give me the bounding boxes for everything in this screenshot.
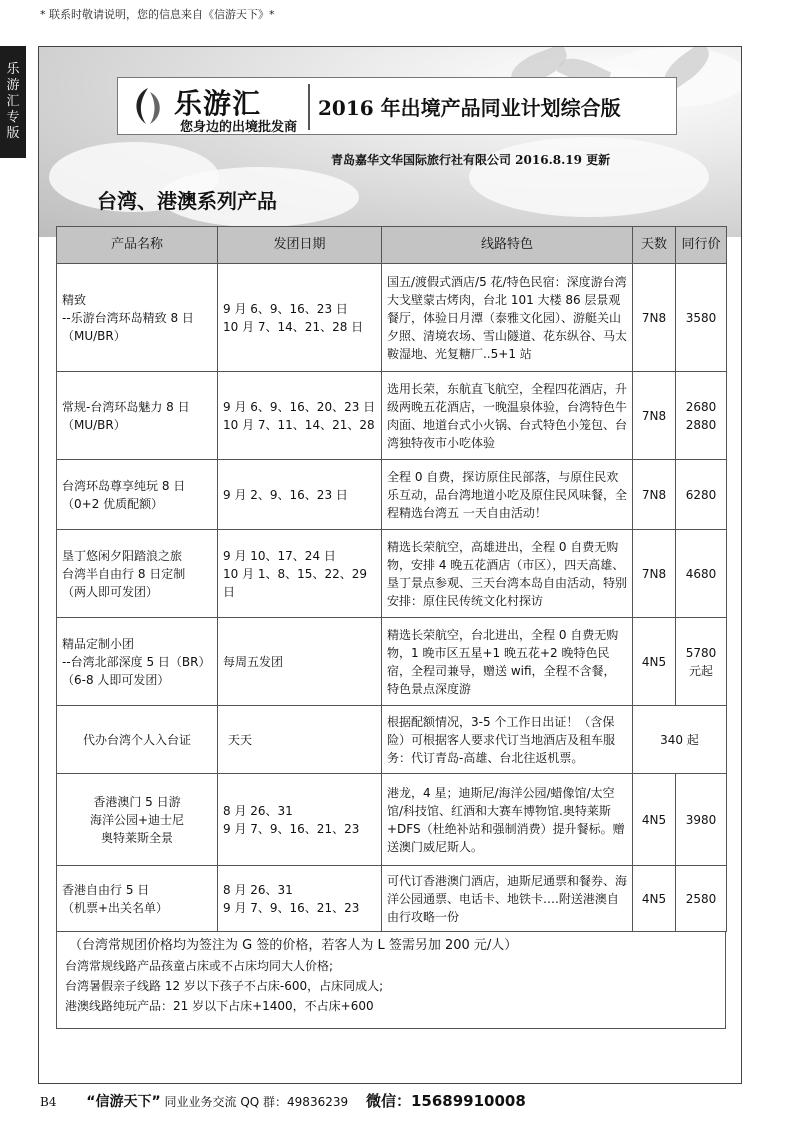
footer-brand: “信游天下”	[86, 1094, 161, 1110]
route-features: 港龙，4 星；迪斯尼/海洋公园/蜡像馆/太空馆/科技馆、红酒和大赛车博物馆.奥特莱斯+DFS（杜绝补站和强制消费）提升餐标。赠送澳门威尼斯人。	[382, 774, 633, 866]
qq-group: 同业业务交流 QQ 群：49836239	[164, 1095, 349, 1109]
trip-days: 7N8	[633, 264, 676, 372]
column-header: 天数	[633, 227, 676, 264]
side-tab-char: 专	[6, 110, 20, 125]
column-header: 同行价	[676, 227, 727, 264]
trip-days: 4N5	[633, 618, 676, 706]
departure-dates: 9 月 6、9、16、20、23 日 10 月 7、11、14、21、28	[218, 372, 382, 460]
table-row	[57, 774, 727, 866]
table-row	[57, 530, 727, 618]
note-line: 台湾暑假亲子线路 12 岁以下孩子不占床-600，占床同成人;	[65, 979, 384, 993]
pricing-notes	[56, 931, 726, 1029]
trade-price: 4680	[676, 530, 727, 618]
trade-price: 6280	[676, 460, 727, 530]
side-tab-char: 汇	[6, 94, 20, 109]
route-features: 精选长荣航空，高雄进出，全程 0 自费无购物，安排 4 晚五花酒店（市区），四天高雄、垦丁景点参观、三天台湾本岛自由活动，特别安排：原住民传统文化村探访	[382, 530, 633, 618]
trade-price: 2580	[676, 866, 727, 932]
departure-dates: 8 月 26、31 9 月 7、9、16、21、23	[218, 774, 382, 866]
trade-price: 340 起	[633, 706, 727, 774]
note-line: 港澳线路纯玩产品：21 岁以下占床+1400，不占床+600	[65, 999, 374, 1013]
trip-days: 4N5	[633, 866, 676, 932]
route-features: 国五/渡假式酒店/5 花/特色民宿：深度游台湾大戈壁蒙古烤肉，台北 101 大楼 86 层景观餐厅，体验日月潭（泰雅文化园）、游艇关山夕照、清境农场、雪山隧道、花东纵谷、马太鞍湿地、光复糖厂..5+1 站	[382, 264, 633, 372]
section-title: 台湾、港澳系列产品	[97, 189, 277, 213]
product-table	[56, 226, 727, 932]
side-tab-char: 游	[6, 78, 20, 93]
departure-dates: 8 月 26、31 9 月 7、9、16、21、23	[218, 866, 382, 932]
table-row	[57, 706, 727, 774]
product-name: 常规-台湾环岛魅力 8 日 （MU/BR）	[57, 372, 218, 460]
side-tab	[0, 46, 26, 158]
product-name: 香港澳门 5 日游 海洋公园+迪士尼 奥特莱斯全景	[57, 774, 218, 866]
table-row	[57, 460, 727, 530]
departure-dates: 9 月 2、9、16、23 日	[218, 460, 382, 530]
footer	[40, 1090, 740, 1111]
trade-price: 3980	[676, 774, 727, 866]
trade-price: 2680 2880	[676, 372, 727, 460]
departure-dates: 9 月 6、9、16、23 日 10 月 7、14、21、28 日	[218, 264, 382, 372]
logo-header-box	[117, 77, 677, 135]
note-line: （台湾常规团价格均为签注为 G 签的价格，若客人为 L 签需另加 200 元/人）	[69, 938, 518, 953]
departure-dates: 每周五发团	[218, 618, 382, 706]
page-number: B4	[40, 1095, 57, 1109]
side-tab-char: 版	[6, 126, 20, 141]
logo-title: 乐游汇	[174, 87, 262, 120]
wechat-label: 微信：	[365, 1092, 411, 1110]
header-banner	[39, 47, 741, 237]
trade-price: 3580	[676, 264, 727, 372]
product-name: 代办台湾个人入台证	[57, 706, 218, 774]
trip-days: 4N5	[633, 774, 676, 866]
product-name: 香港自由行 5 日 （机票+出关名单）	[57, 866, 218, 932]
note-line: 台湾常规线路产品孩童占床或不占床均同大人价格;	[65, 959, 334, 973]
departure-dates: 9 月 10、17、24 日 10 月 1、8、15、22、29 日	[218, 530, 382, 618]
page-frame	[38, 46, 742, 1084]
route-features: 精选长荣航空，台北进出，全程 0 自费无购物，1 晚市区五星+1 晚五花+2 晚特色民宿，全程司兼导，赠送 wifi，全程不含餐，特色景点深度游	[382, 618, 633, 706]
product-name: 精致 --乐游台湾环岛精致 8 日 （MU/BR）	[57, 264, 218, 372]
route-features: 根据配额情况，3-5 个工作日出证！（含保险）可根据客人要求代订当地酒店及租车服务：代订青岛-高雄、台北往返机票。	[382, 706, 633, 774]
route-features: 选用长荣，东航直飞航空，全程四花酒店，升级两晚五花酒店，一晚温泉体验，台湾特色牛肉面、地道台式小火锅、台式特色小笼包、台湾独特夜市小吃体验	[382, 372, 633, 460]
trip-days: 7N8	[633, 460, 676, 530]
cloud-decoration	[469, 137, 709, 217]
product-name: 精品定制小团 --台湾北部深度 5 日（BR） （6-8 人即可发团）	[57, 618, 218, 706]
route-features: 全程 0 自费，探访原住民部落，与原住民欢乐互动，品台湾地道小吃及原住民风味餐，全程精选台湾五 一天自由活动！	[382, 460, 633, 530]
logo-divider	[308, 84, 310, 130]
top-note: * 联系时敬请说明，您的信息来自《信游天下》*	[40, 8, 275, 21]
logo-swirl-icon	[128, 84, 168, 128]
product-name: 垦丁悠闲夕阳踏浪之旅 台湾半自由行 8 日定制 （两人即可发团）	[57, 530, 218, 618]
table-row	[57, 618, 727, 706]
column-header: 线路特色	[382, 227, 633, 264]
table-row	[57, 372, 727, 460]
column-header: 产品名称	[57, 227, 218, 264]
column-header: 发团日期	[218, 227, 382, 264]
page-title: 2016 年出境产品同业计划综合版	[318, 96, 621, 120]
table-row	[57, 866, 727, 932]
table-row	[57, 264, 727, 372]
table-header-row	[57, 227, 727, 264]
wechat-number: 15689910008	[410, 1092, 526, 1110]
trip-days: 7N8	[633, 530, 676, 618]
trade-price: 5780 元起	[676, 618, 727, 706]
trip-days: 7N8	[633, 372, 676, 460]
departure-dates: 天天	[218, 706, 382, 774]
side-tab-char: 乐	[6, 62, 20, 77]
logo-subtitle: 您身边的出境批发商	[180, 120, 298, 135]
company-update-line: 青岛嘉华文华国际旅行社有限公司 2016.8.19 更新	[331, 153, 611, 167]
product-name: 台湾环岛尊享纯玩 8 日 （0+2 优质配额）	[57, 460, 218, 530]
route-features: 可代订香港澳门酒店，迪斯尼通票和餐券、海洋公园通票、电话卡、地铁卡….附送港澳自由行攻略一份	[382, 866, 633, 932]
